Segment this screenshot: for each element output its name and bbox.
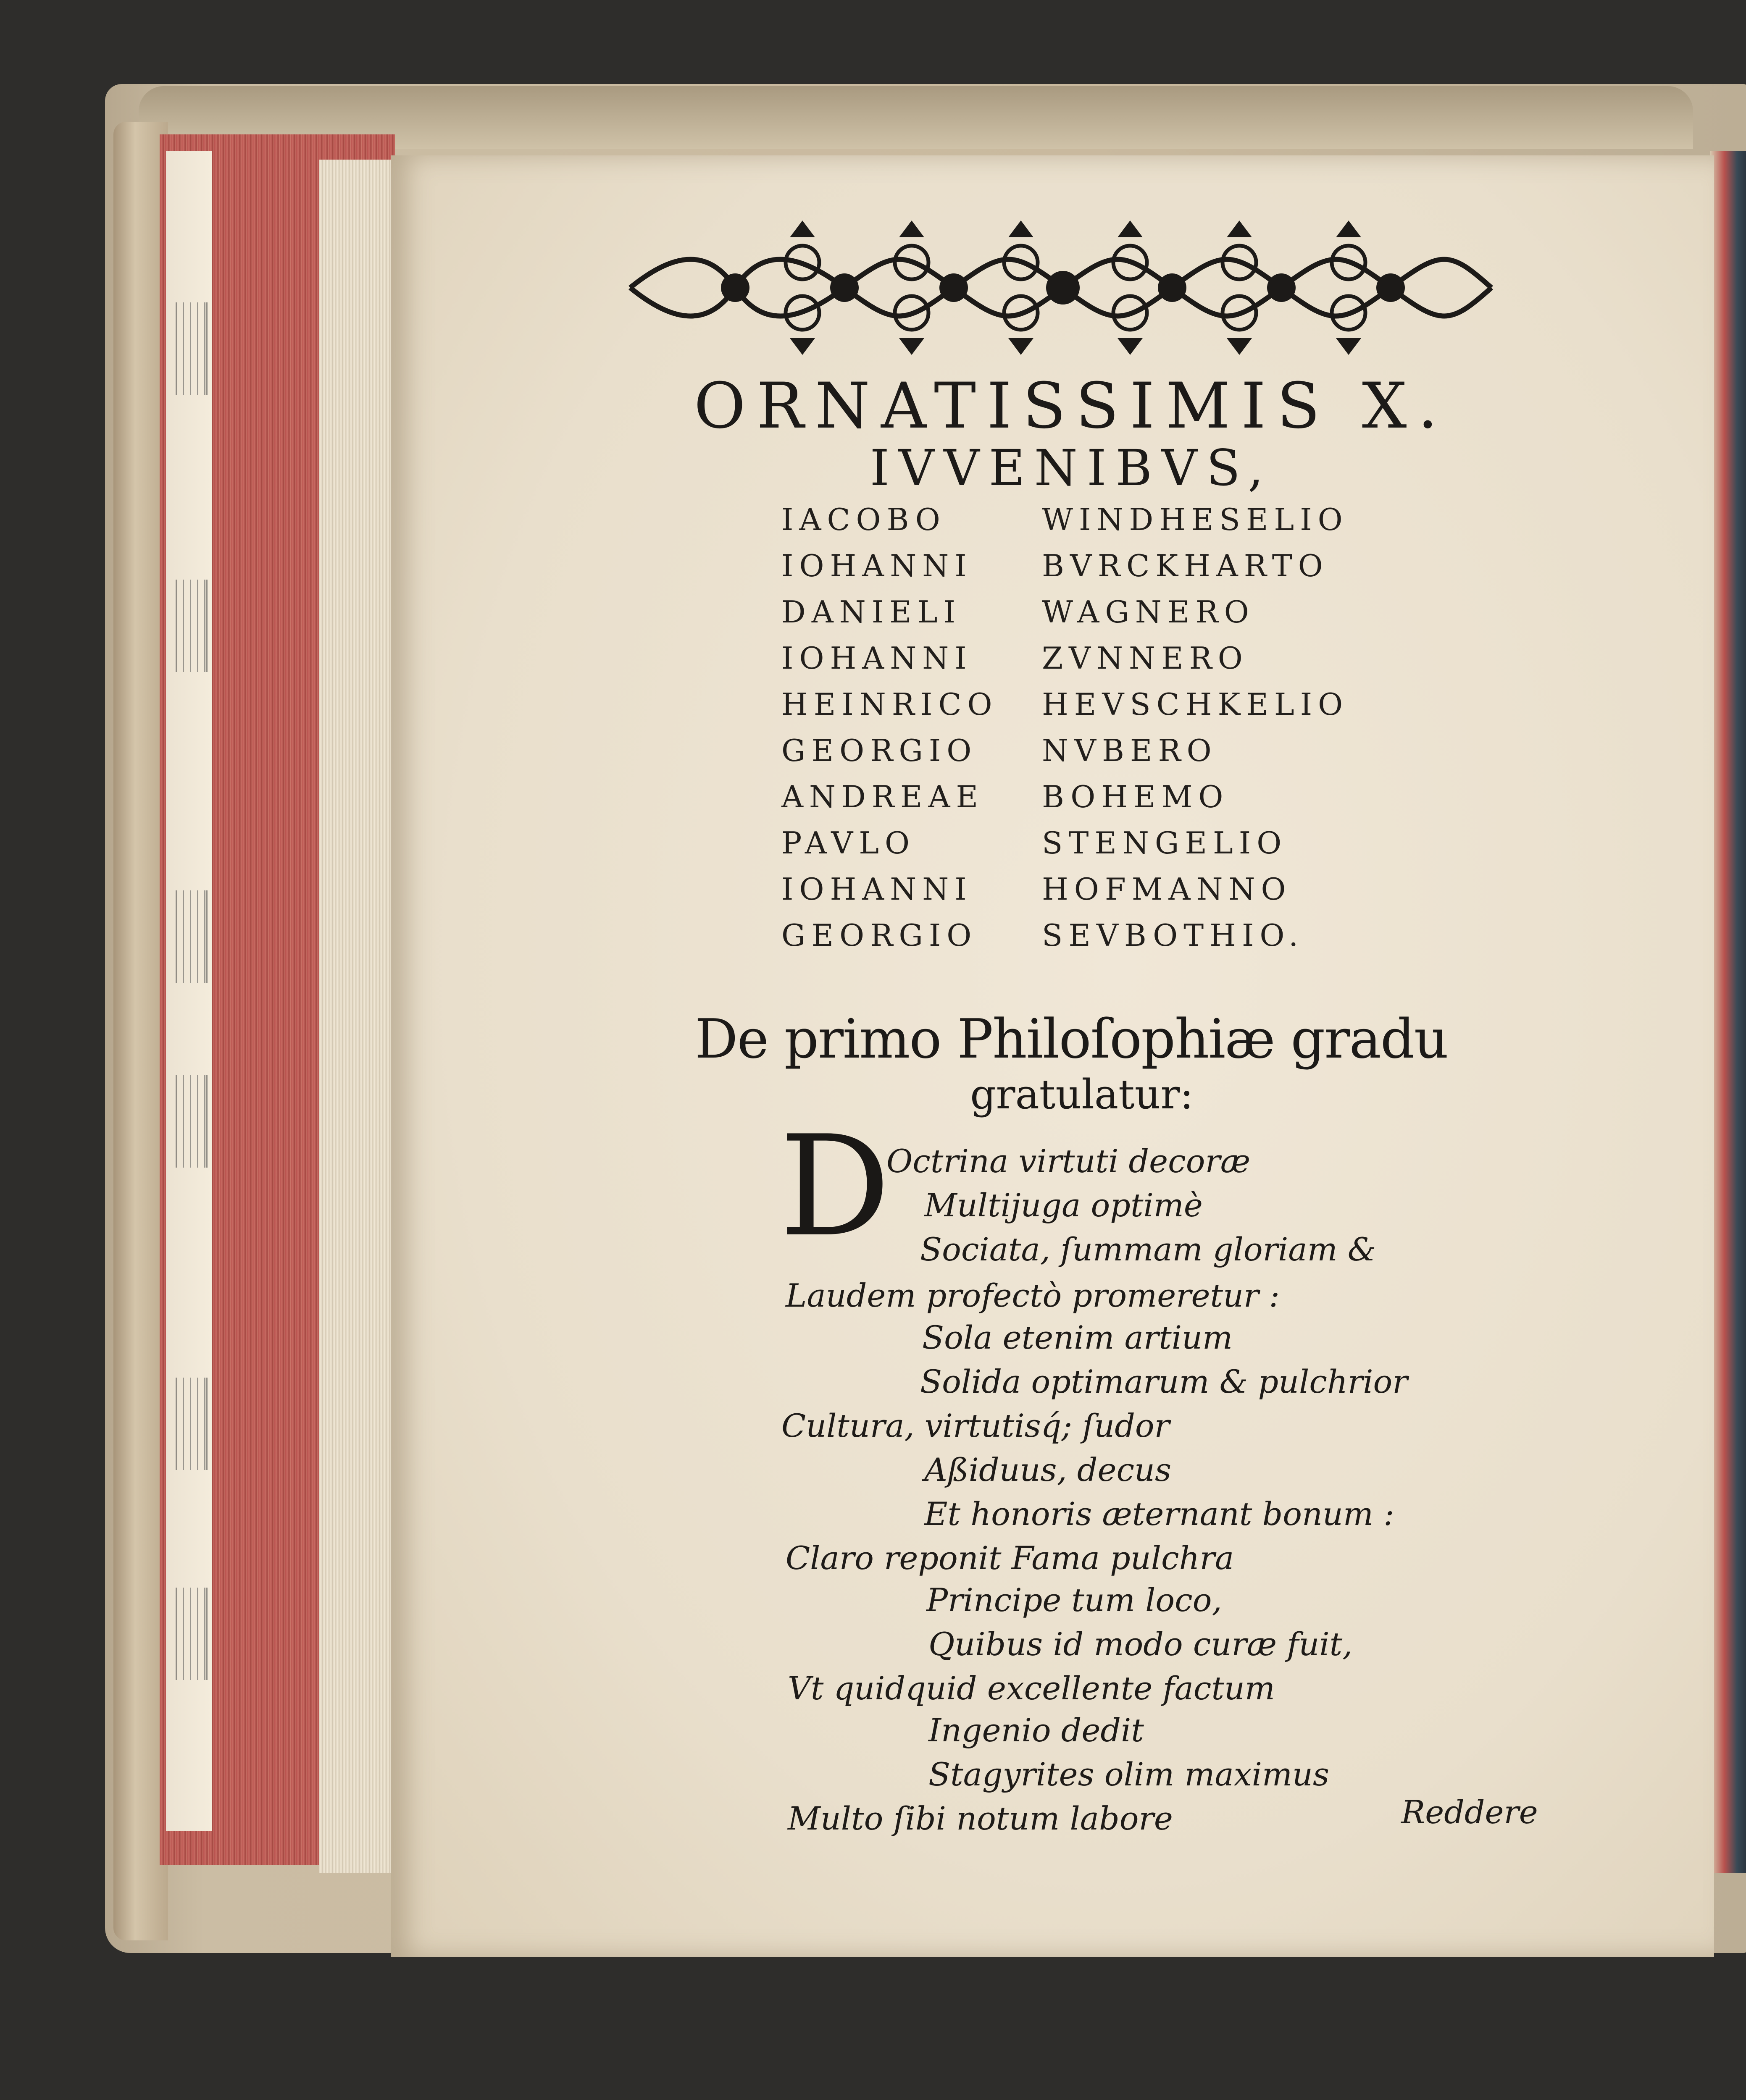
catchword: Reddere [1401, 1793, 1538, 1831]
poem-line: Ingenio dedit [928, 1712, 1144, 1749]
index-tab [176, 890, 208, 983]
page-stack [319, 160, 395, 1873]
index-tab-strip [166, 151, 212, 1831]
name-row [781, 918, 1412, 964]
index-tab [176, 1588, 208, 1680]
name-row [781, 640, 1412, 687]
page-subtitle: IVVENIBVS, [870, 439, 1273, 497]
first-name: GEORGIO [781, 733, 978, 768]
surname: NVBERO [1042, 733, 1217, 768]
poem-line: Claro reponit Fama pulchra [786, 1539, 1234, 1577]
surname: BVRCKHARTO [1042, 548, 1329, 583]
poem-line: Vt quidquid excellente factum [788, 1670, 1275, 1707]
index-tab [176, 302, 208, 395]
poem-line: Sola etenim artium [922, 1319, 1233, 1356]
index-tab [176, 1075, 208, 1168]
poem-line: Stagyrites olim maximus [928, 1756, 1329, 1793]
ornament-band-icon [626, 212, 1496, 363]
first-name: DANIELI [781, 594, 961, 630]
poem-line: Et honoris æternant bonum : [924, 1495, 1394, 1533]
poem-line: Multijuga optimè [924, 1186, 1203, 1224]
facing-page-edge [1710, 151, 1746, 1873]
poem-line: Sociata, ſummam gloriam & [920, 1231, 1376, 1268]
name-row [781, 687, 1412, 733]
poem-line: Solida optimarum & pulchrior [920, 1363, 1408, 1400]
surname: BOHEMO [1042, 779, 1229, 814]
first-name: IACOBO [781, 502, 946, 537]
surname: WINDHESELIO [1042, 502, 1349, 537]
surname: HEVSCHKELIO [1042, 687, 1349, 722]
first-name: GEORGIO [781, 918, 978, 953]
surname: ZVNNERO [1042, 640, 1249, 676]
first-name: PAVLO [781, 825, 916, 861]
name-row [781, 548, 1412, 594]
drop-cap: D [779, 1106, 891, 1267]
name-row [781, 594, 1412, 640]
first-name: ANDREAE [781, 779, 984, 814]
poem-line: Aßiduus, decus [924, 1451, 1171, 1488]
poem-line: Quibus id modo curæ fuit, [928, 1625, 1353, 1663]
name-row [781, 872, 1412, 918]
page-title: ORNATISSIMIS X. [694, 370, 1449, 443]
poem-line: Octrina virtuti decoræ [886, 1142, 1251, 1180]
poem-line: Cultura, virtutisq́; ſudor [781, 1407, 1170, 1444]
name-row [781, 825, 1412, 872]
section-heading-sub: gratulatur: [970, 1071, 1194, 1118]
surname: HOFMANNO [1042, 872, 1292, 907]
name-row [781, 733, 1412, 779]
index-tab [176, 1378, 208, 1470]
first-name: IOHANNI [781, 640, 973, 676]
first-name: HEINRICO [781, 687, 998, 722]
first-name: IOHANNI [781, 872, 973, 907]
poem-line: Multo ſibi notum labore [788, 1800, 1173, 1837]
name-row [781, 502, 1412, 548]
index-tab [176, 580, 208, 672]
section-heading: De primo Philoſophiæ gradu [694, 1008, 1448, 1071]
name-row [781, 779, 1412, 825]
poem-line: Laudem profectò promeretur : [786, 1277, 1280, 1314]
first-name: IOHANNI [781, 548, 973, 583]
surname: SEVBOTHIO. [1042, 918, 1304, 953]
surname: WAGNERO [1042, 594, 1255, 630]
surname: STENGELIO [1042, 825, 1288, 861]
poem-line: Principe tum loco, [926, 1581, 1222, 1619]
